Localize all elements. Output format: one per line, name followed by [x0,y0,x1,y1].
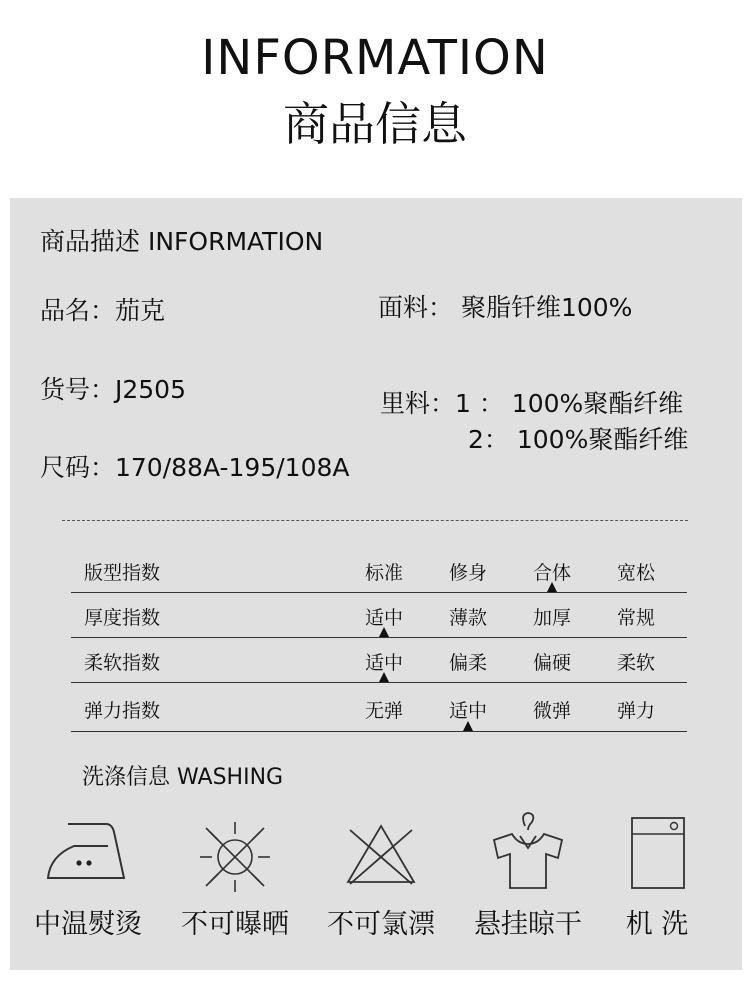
index-option: 薄款 [448,607,487,629]
selected-marker-icon [379,627,389,637]
washing-heading: 洗涤信息 WASHING [82,765,284,790]
index-option: 适中 [364,652,403,674]
index-option: 标准 [364,562,403,584]
page-title-cn: 商品信息 [283,97,467,151]
index-option: 偏柔 [448,652,487,674]
product-name: 品名：茄克 [40,296,166,325]
index-option: 修身 [448,562,487,584]
index-option: 加厚 [532,607,571,629]
index-option: 偏硬 [532,652,571,674]
fabric-info: 面料： 聚脂钎维100% [378,293,633,322]
selected-marker-icon [547,582,557,592]
index-row-rule [71,592,687,593]
washing-label: 悬挂晾干 [474,909,582,940]
index-row-rule [71,682,687,683]
page-title-en: INFORMATION [201,30,549,86]
hang-dry-icon [490,810,566,892]
index-row-rule [71,637,687,638]
index-label: 版型指数 [84,562,161,584]
washing-label: 不可氯漂 [327,909,435,940]
index-option: 无弹 [364,700,403,722]
selected-marker-icon [379,672,389,682]
index-option: 合体 [532,562,571,584]
washing-label: 中温熨烫 [34,909,142,940]
section-divider [62,520,688,521]
index-option: 适中 [364,607,403,629]
washing-label: 机 洗 [625,909,689,940]
machine-wash-icon [628,814,688,892]
index-option: 柔软 [616,652,655,674]
washing-label: 不可曝晒 [181,909,289,940]
no-sun-dry-icon [198,820,272,894]
index-option: 宽松 [616,562,655,584]
index-option: 微弹 [532,700,571,722]
size-range: 尺码：170/88A-195/108A [40,453,350,482]
iron-medium-icon [46,816,128,882]
info-panel [10,198,742,970]
article-number: 货号：J2505 [40,375,186,404]
index-option: 常规 [616,607,655,629]
index-option: 适中 [448,700,487,722]
index-label: 柔软指数 [84,652,161,674]
index-row-rule [71,731,687,732]
selected-marker-icon [463,721,473,731]
index-option: 弹力 [616,700,655,722]
index-label: 弹力指数 [84,700,161,722]
index-label: 厚度指数 [84,607,161,629]
lining-info-2: 2： 100%聚酯纤维 [468,425,689,454]
no-bleach-icon [344,822,418,888]
lining-info-1: 里料：1 ： 100%聚酯纤维 [380,389,684,418]
description-heading: 商品描述 INFORMATION [40,227,324,256]
